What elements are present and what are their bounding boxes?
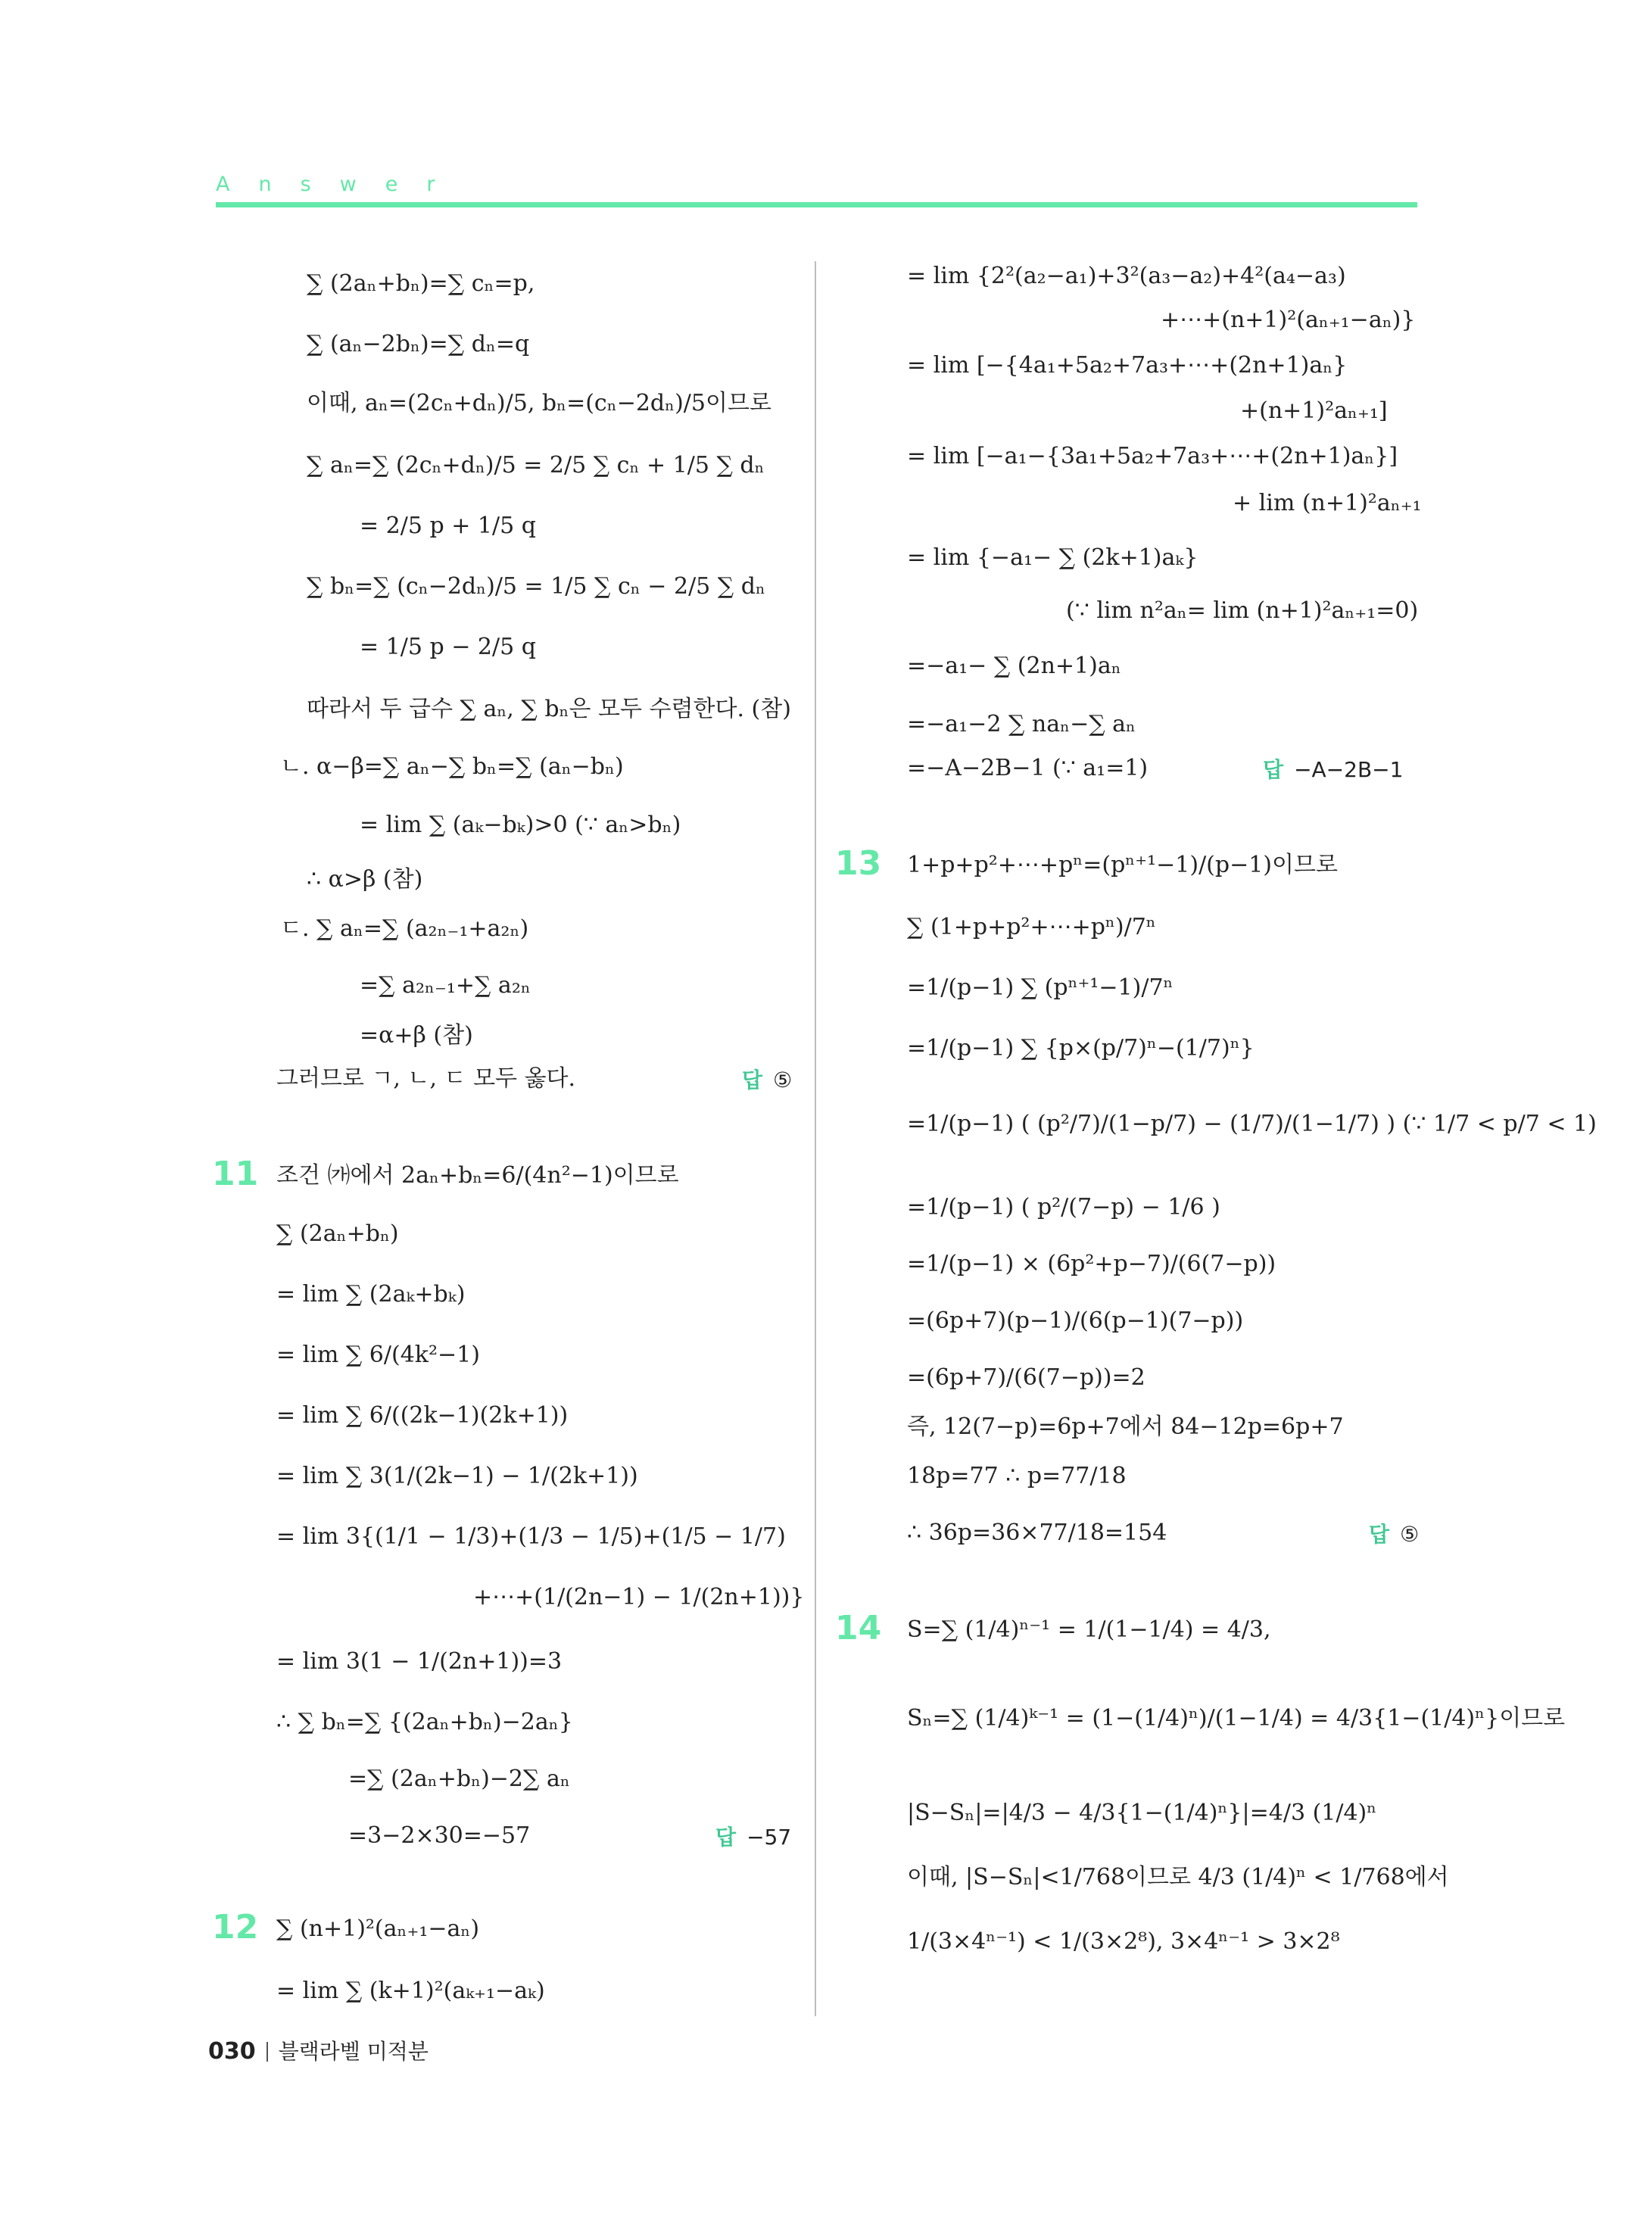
math-line: ㄴ. α−β=∑ aₙ−∑ bₙ=∑ (aₙ−bₙ) [280,753,624,780]
math-line: +⋯+(n+1)²(aₙ₊₁−aₙ)} [1161,307,1416,333]
math-line: = lim [−a₁−{3a₁+5a₂+7a₃+⋯+(2n+1)aₙ}] [907,443,1398,469]
book-title: 블랙라벨 미적분 [278,2039,429,2064]
math-line: ∑ bₙ=∑ (cₙ−2dₙ)/5 = 1/5 ∑ cₙ − 2/5 ∑ dₙ [307,573,765,600]
page-number: 030 [208,2038,256,2065]
math-line: 조건 ㈎에서 2aₙ+bₙ=6/(4n²−1)이므로 [276,1162,679,1189]
math-line: = 1/5 p − 2/5 q [360,634,536,660]
math-line: = lim 3(1 − 1/(2n+1))=3 [276,1648,563,1675]
math-line: =1/(p−1) ( (p²/7)/(1−p/7) − (1/7)/(1−1/7) ) (∵ 1/7 < p/7 < 1) [907,1111,1597,1137]
math-line: (∵ lim n²aₙ= lim (n+1)²aₙ₊₁=0) [1066,597,1419,624]
math-line: = lim ∑ (2aₖ+bₖ) [276,1281,466,1308]
question-number-13: 13 [835,844,882,883]
math-line: = lim 3{(1/1 − 1/3)+(1/3 − 1/5)+(1/5 − 1/7) [276,1523,786,1550]
math-line: = lim ∑ (k+1)²(aₖ₊₁−aₖ) [276,1978,545,2004]
math-line: 18p=77 ∴ p=77/18 [907,1463,1127,1489]
math-line: ∴ ∑ bₙ=∑ {(2aₙ+bₙ)−2aₙ} [276,1709,573,1735]
math-line: =∑ (2aₙ+bₙ)−2∑ aₙ [348,1766,570,1792]
math-line: =(6p+7)/(6(7−p))=2 [907,1364,1145,1391]
header-rule [216,202,1417,207]
math-line: ∴ α>β (참) [307,866,423,893]
footer-divider [267,2042,268,2062]
math-line: 이때, aₙ=(2cₙ+dₙ)/5, bₙ=(cₙ−2dₙ)/5이므로 [307,390,771,416]
math-line: S=∑ (1/4)ⁿ⁻¹ = 1/(1−1/4) = 4/3, [907,1616,1271,1643]
math-line: Sₙ=∑ (1/4)ᵏ⁻¹ = (1−(1/4)ⁿ)/(1−1/4) = 4/3{1−(1/4)ⁿ}이므로 [907,1705,1566,1732]
math-line: ∑ (aₙ−2bₙ)=∑ dₙ=q [307,331,530,357]
math-line: ∑ (2aₙ+bₙ) [276,1220,399,1247]
math-line: 이때, |S−Sₙ|<1/768이므로 4/3 (1/4)ⁿ < 1/768에서 [907,1864,1449,1891]
math-line: =1/(p−1) ∑ {p×(p/7)ⁿ−(1/7)ⁿ} [907,1035,1255,1061]
math-line: = lim {−a₁− ∑ (2k+1)aₖ} [907,544,1198,571]
question-number-14: 14 [835,1609,882,1647]
answer-label: 답 −A−2B−1 [1263,757,1404,782]
math-line: = lim ∑ (aₖ−bₖ)>0 (∵ aₙ>bₙ) [360,812,681,838]
math-line: =1/(p−1) ∑ (pⁿ⁺¹−1)/7ⁿ [907,974,1174,1001]
math-line: =α+β (참) [360,1022,473,1049]
math-line: ∑ (n+1)²(aₙ₊₁−aₙ) [276,1915,480,1942]
math-line: = lim [−{4a₁+5a₂+7a₃+⋯+(2n+1)aₙ} [907,352,1348,379]
answer-label: 답 −57 [715,1825,792,1850]
math-line: =−a₁−2 ∑ naₙ−∑ aₙ [907,711,1136,737]
math-line: ㄷ. ∑ aₙ=∑ (a₂ₙ₋₁+a₂ₙ) [280,915,529,942]
math-line: = 2/5 p + 1/5 q [360,513,536,539]
math-line: =−A−2B−1 (∵ a₁=1) [907,755,1149,781]
section-header: Answer [216,173,464,196]
math-line: 1+p+p²+⋯+pⁿ=(pⁿ⁺¹−1)/(p−1)이므로 [907,852,1338,878]
page-footer [208,2035,429,2065]
answer-label: 답 ⑤ [742,1068,793,1093]
math-line: =3−2×30=−57 [348,1822,531,1849]
math-line: 즉, 12(7−p)=6p+7에서 84−12p=6p+7 [907,1414,1344,1440]
math-line: ∑ (1+p+p²+⋯+pⁿ)/7ⁿ [907,914,1156,940]
math-line: +⋯+(1/(2n−1) − 1/(2n+1))} [473,1584,805,1610]
math-line: 1/(3×4ⁿ⁻¹) < 1/(3×2⁸), 3×4ⁿ⁻¹ > 3×2⁸ [907,1928,1340,1955]
math-line: =1/(p−1) × (6p²+p−7)/(6(7−p)) [907,1251,1276,1277]
question-number-11: 11 [212,1155,259,1193]
math-line: =(6p+7)(p−1)/(6(p−1)(7−p)) [907,1308,1244,1334]
math-line: +(n+1)²aₙ₊₁] [1240,397,1388,424]
math-line: ∴ 36p=36×77/18=154 [907,1520,1167,1546]
math-line: ∑ (2aₙ+bₙ)=∑ cₙ=p, [307,270,535,297]
math-line: ∑ aₙ=∑ (2cₙ+dₙ)/5 = 2/5 ∑ cₙ + 1/5 ∑ dₙ [307,452,765,478]
math-line: =−a₁− ∑ (2n+1)aₙ [907,653,1121,679]
math-line: =1/(p−1) ( p²/(7−p) − 1/6 ) [907,1194,1220,1220]
math-line: |S−Sₙ|=|4/3 − 4/3{1−(1/4)ⁿ}|=4/3 (1/4)ⁿ [907,1800,1377,1826]
math-line: = lim ∑ 6/((2k−1)(2k+1)) [276,1402,569,1429]
math-line: 따라서 두 급수 ∑ aₙ, ∑ bₙ은 모두 수렴한다. (참) [307,696,791,722]
column-divider [815,261,816,2016]
math-line: = lim ∑ 6/(4k²−1) [276,1342,480,1368]
math-line: = lim ∑ 3(1/(2k−1) − 1/(2k+1)) [276,1463,638,1489]
math-line: =∑ a₂ₙ₋₁+∑ a₂ₙ [360,972,531,999]
math-line: + lim (n+1)²aₙ₊₁ [1233,490,1422,516]
question-number-12: 12 [212,1908,259,1947]
math-line: 그러므로 ㄱ, ㄴ, ㄷ 모두 옳다. [276,1065,576,1092]
math-line: = lim {2²(a₂−a₁)+3²(a₃−a₂)+4²(a₄−a₃) [907,263,1346,289]
answer-label: 답 ⑤ [1369,1522,1420,1547]
